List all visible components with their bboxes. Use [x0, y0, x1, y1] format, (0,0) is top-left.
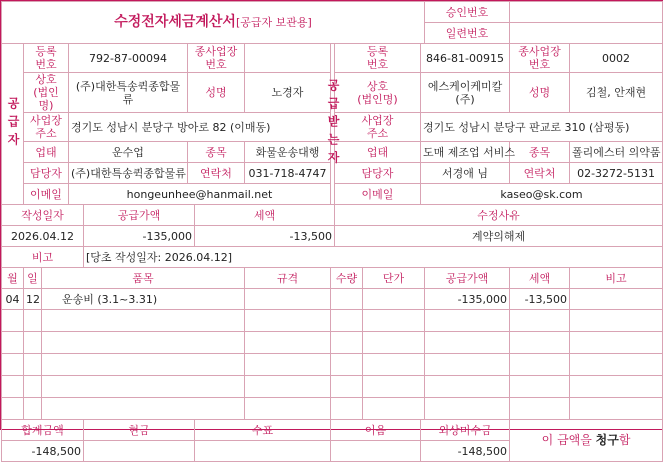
supplier-section-label: 공급자	[2, 44, 24, 205]
supplier-reg-no: 792-87-00094	[69, 44, 188, 73]
supplier-manager-label: 담당자	[24, 163, 69, 184]
remark-value: [당초 작성일자: 2026.04.12]	[84, 247, 663, 268]
reason-label: 수정사유	[335, 205, 663, 226]
revision-reason: 계약의해제	[335, 226, 663, 247]
supplier-branch-label: 종사업장 번호	[188, 44, 245, 73]
empty-item-row	[2, 332, 663, 354]
supplier-company: (주)대한특송퀵종합물류	[69, 73, 188, 113]
empty-item-row	[2, 398, 663, 420]
buyer-biz-item: 폴리에스터 의약품	[570, 142, 663, 163]
supplier-branch-no	[245, 44, 331, 73]
buyer-biztype-label: 업태	[335, 142, 421, 163]
claim-suffix: 함	[618, 433, 631, 447]
buyer-bizitem-label: 종목	[510, 142, 570, 163]
cash-amount	[84, 441, 195, 462]
supply-amount-label: 공급가액	[84, 205, 195, 226]
invoice-title: 수정전자세금계산서	[114, 14, 236, 30]
empty-item-row	[2, 354, 663, 376]
bill-label: 어음	[331, 420, 421, 441]
supplier-reg-label: 등록 번호	[24, 44, 69, 73]
claim-statement	[510, 420, 663, 462]
unit-price-label: 단가	[363, 268, 425, 289]
item-unit-price	[363, 289, 425, 310]
empty-item-row	[2, 310, 663, 332]
supplier-bizitem-label: 종목	[188, 142, 245, 163]
buyer-address: 경기도 성남시 분당구 판교로 310 (삼평동)	[421, 113, 663, 142]
claim-word: 청구	[595, 433, 619, 447]
qty-label: 수량	[331, 268, 363, 289]
buyer-email-label: 이메일	[335, 184, 421, 205]
supplier-biz-item: 화물운송대행	[245, 142, 331, 163]
spec-label: 규격	[245, 268, 331, 289]
credit-label: 외상미수금	[421, 420, 510, 441]
supplier-manager: (주)대한특송퀵종합물류	[69, 163, 188, 184]
item-tax-label: 세액	[510, 268, 570, 289]
date-label: 작성일자	[2, 205, 84, 226]
buyer-email: kaseo@sk.com	[421, 184, 663, 205]
issue-date: 2026.04.12	[2, 226, 84, 247]
buyer-section-label: 공급받는자	[331, 44, 335, 205]
claim-prefix: 이 금액을	[541, 433, 596, 447]
invoice-subtitle: [공급자 보관용]	[235, 16, 312, 29]
buyer-reg-no: 846-81-00915	[421, 44, 510, 73]
approval-value	[510, 2, 663, 23]
supplier-biztype-label: 업태	[24, 142, 69, 163]
remark-label: 비고	[2, 247, 84, 268]
buyer-reg-label: 등록 번호	[335, 44, 421, 73]
cash-label: 현금	[84, 420, 195, 441]
buyer-manager: 서경애 님	[421, 163, 510, 184]
serial-label: 일련번호	[425, 23, 510, 44]
check-label: 수표	[195, 420, 331, 441]
supplier-email: hongeunhee@hanmail.net	[69, 184, 331, 205]
supplier-address-label: 사업장 주소	[24, 113, 69, 142]
tax-amount: -13,500	[195, 226, 335, 247]
buyer-contact-label: 연락처	[510, 163, 570, 184]
supplier-rep: 노경자	[245, 73, 331, 113]
check-amount	[195, 441, 331, 462]
item-spec	[245, 289, 331, 310]
month-label: 월	[2, 268, 24, 289]
supplier-address: 경기도 성남시 분당구 방아로 82 (이매동)	[69, 113, 331, 142]
buyer-branch-label: 종사업장 번호	[510, 44, 570, 73]
approval-label: 승인번호	[425, 2, 510, 23]
buyer-branch-no: 0002	[570, 44, 663, 73]
item-note	[570, 289, 663, 310]
supplier-company-label: 상호 (법인명)	[24, 73, 69, 113]
supplier-rep-label: 성명	[188, 73, 245, 113]
total-amount: -148,500	[2, 441, 84, 462]
item-label: 품목	[42, 268, 245, 289]
buyer-rep: 김철, 안재현	[570, 73, 663, 113]
buyer-company-label: 상호 (법인명)	[335, 73, 421, 113]
serial-value	[510, 23, 663, 44]
item-name: 운송비 (3.1~3.31)	[42, 289, 245, 310]
buyer-rep-label: 성명	[510, 73, 570, 113]
item-remark-label: 비고	[570, 268, 663, 289]
buyer-contact: 02-3272-5131	[570, 163, 663, 184]
buyer-company: 에스케이케미칼(주)	[421, 73, 510, 113]
supplier-contact: 031-718-4747	[245, 163, 331, 184]
credit-amount: -148,500	[421, 441, 510, 462]
buyer-address-label: 사업장 주소	[335, 113, 421, 142]
invoice-table	[1, 1, 663, 462]
buyer-manager-label: 담당자	[335, 163, 421, 184]
invoice-title-cell	[2, 2, 425, 44]
bill-amount	[331, 441, 421, 462]
empty-item-row	[2, 376, 663, 398]
supplier-biz-type: 운수업	[69, 142, 188, 163]
supplier-email-label: 이메일	[24, 184, 69, 205]
item-qty	[331, 289, 363, 310]
supply-amount: -135,000	[84, 226, 195, 247]
item-supply: -135,000	[425, 289, 510, 310]
item-month: 04	[2, 289, 24, 310]
item-supply-label: 공급가액	[425, 268, 510, 289]
tax-label: 세액	[195, 205, 335, 226]
supplier-contact-label: 연락처	[188, 163, 245, 184]
day-label: 일	[24, 268, 42, 289]
buyer-biz-type: 도매 제조업 서비스	[421, 142, 510, 163]
item-tax: -13,500	[510, 289, 570, 310]
total-label: 합계금액	[2, 420, 84, 441]
item-day: 12	[24, 289, 42, 310]
